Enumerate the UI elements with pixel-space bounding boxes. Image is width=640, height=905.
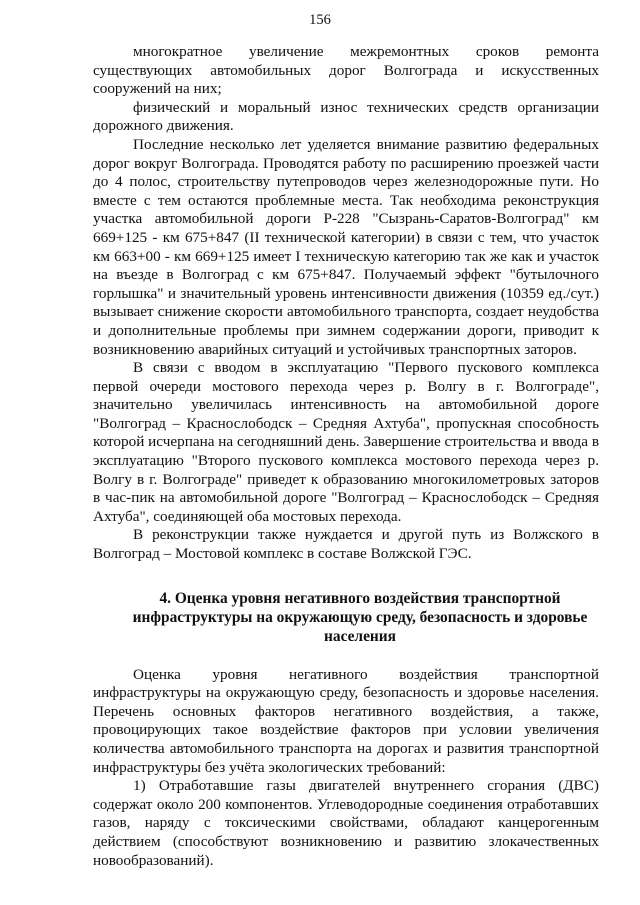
paragraph: В связи с вводом в эксплуатацию "Первого пускового комплекса первой очереди мостового перехода через р. Волгу в г. Волгограде", значительно увеличилась интенсивность на автомобильной дороге "Волгоград – Краснослободск – Средняя Ахтуба", пропускная способность которой исчерпана на сегодняшний день. Завершение строительства и ввода в эксплуатацию "Второго пускового комплекса мостового перехода через р. Волгу в г. Волгограде" приведет к образованию многокилометровых заторов в час-пик на автомобильной дороге "Волгоград – Краснослободск – Средняя Ахтуба", соединяющей оба мостовых перехода. bbox=[93, 359, 599, 525]
paragraphs-before-heading bbox=[93, 43, 599, 564]
page-number: 156 bbox=[309, 12, 331, 28]
paragraph: многократное увеличение межремонтных сроков ремонта существующих автомобильных дорог Волгограда и искусственных сооружений на них; bbox=[93, 43, 599, 98]
paragraph: Последние несколько лет уделяется внимание развитию федеральных дорог вокруг Волгограда. Проводятся работу по расширению проезжей части до 4 полос, строительству путепроводов через железнодорожные пути. Но вместе с тем остаются проблемные места. Так необходима реконструкция участка автомобильной дороги Р-228 "Сызрань-Саратов-Волгоград" км 669+125 - км 675+847 (II технической категории) в связи с тем, что участок км 663+00 - км 669+125 имеет I техническую категорию так же как и участок на въезде в Волгоград с км 675+847. Получаемый эффект "бутылочного горлышка" и значительный уровень интенсивности движения (10359 ед./сут.) вызывает снижение скорости автомобильного транспорта, создает неудобства и дополнительные проблемы при зимнем содержании дороги, приводит к возникновению аварийных ситуаций и устойчивых транспортных заторов. bbox=[93, 135, 599, 358]
paragraph: 1) Отработавшие газы двигателей внутреннего сгорания (ДВС) содержат около 200 компонентов. Углеводородные соединения отработавших газов, наряду с токсическими свойствами, обладают канцерогенным действием (способствуют возникновению и развитию злокачественных новообразований). bbox=[93, 777, 599, 869]
section-heading: 4. Оценка уровня негативного воздействия транспортной инфраструктуры на окружающую среду, безопасность и здоровье населения bbox=[132, 589, 588, 645]
paragraph: В реконструкции также нуждается и другой путь из Волжского в Волгоград – Мостовой комплекс в составе Волжской ГЭС. bbox=[93, 526, 599, 563]
page-body bbox=[93, 43, 599, 870]
paragraph: физический и моральный износ технических средств организации дорожного движения. bbox=[93, 98, 599, 135]
paragraphs-after-heading bbox=[93, 666, 599, 871]
paragraph: Оценка уровня негативного воздействия транспортной инфраструктуры на окружающую среду, безопасность и здоровье населения. Перечень основных факторов негативного воздействия, а также, провоцирующих такое воздействие факторов при условии увеличения количества автомобильного транспорта на дорогах и развития транспортной инфраструктуры без учёта экологических требований: bbox=[93, 665, 599, 776]
